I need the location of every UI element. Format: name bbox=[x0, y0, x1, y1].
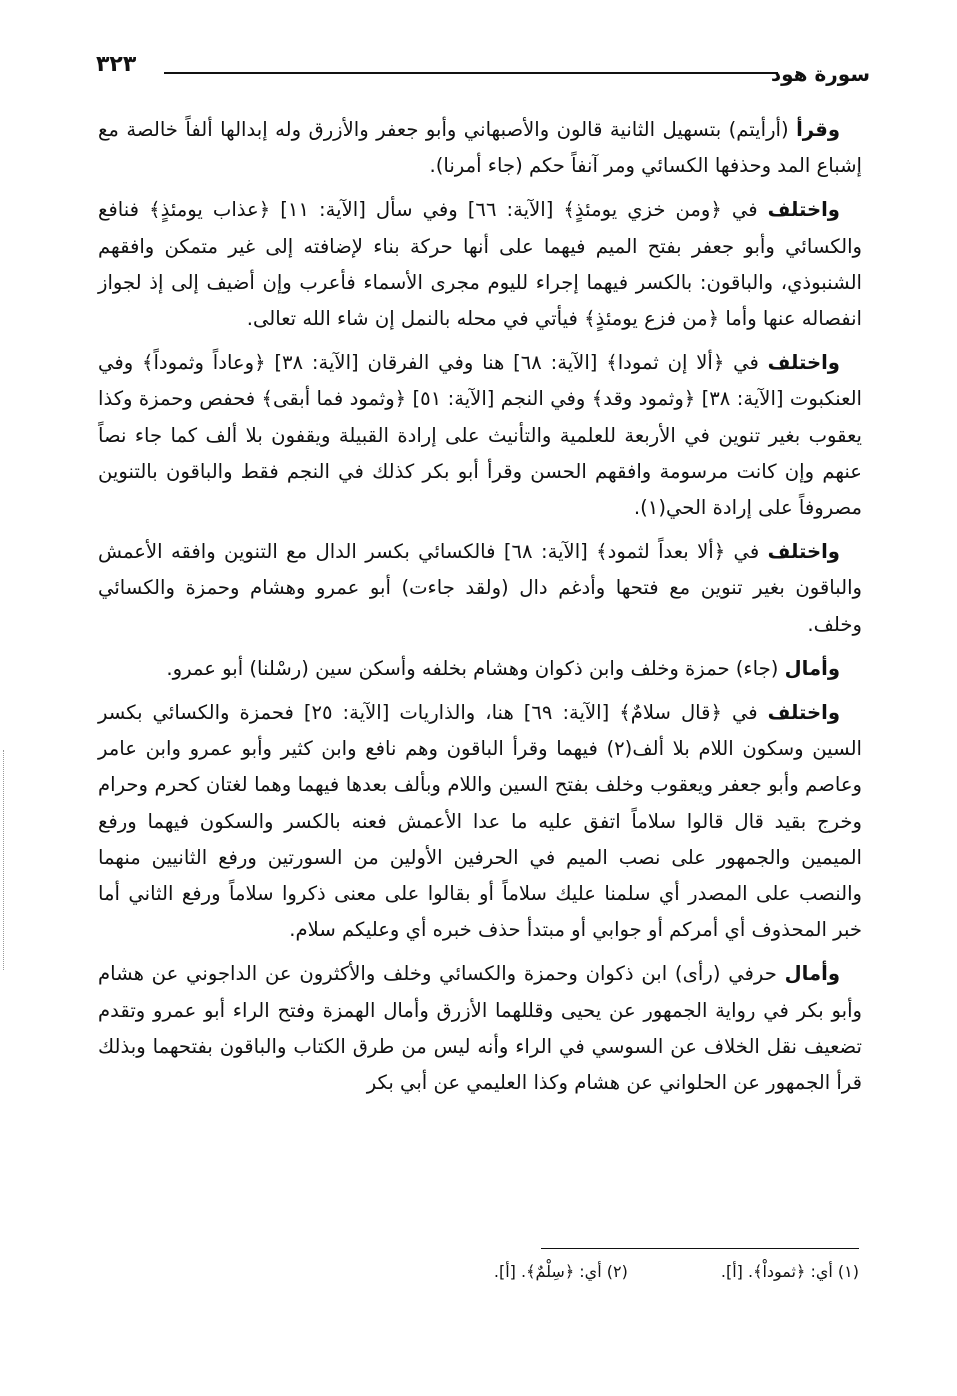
paragraph bbox=[98, 651, 862, 687]
paragraph bbox=[98, 192, 862, 337]
footnote-2: (٢) أي: ﴿سِلْمٌ﴾. [أ]. bbox=[493, 1262, 628, 1281]
paragraph-text: في ﴿قال سلامٌ﴾ [الآية: ٦٩] هنا، والذاريات [الآية: ٢٥] فحمزة والكسائي بكسر السين وسكون اللام بلا ألف(٢) فيهما وقرأ الباقون وهم نافع وابن كثير وأبو عمرو وابن عامر وعاصم وأبو جعفر ويعقوب وخلف بفتح السين واللام وبألف بعدها فيهما وهما لغتان كحرم وحرام وخرج بقيد قال قالوا سلاماً اتفق عليه ما عدا الأعمش فعنه بالكسر والسكون فيهما ورفع الميمين والجمهور على نصب الميم في الحرفين الأولين من السورتين ورفع الثانيين منهما والنصب على المصدر أي سلمنا عليك سلاماً أو بقالوا على معنى ذكروا سلاماً ورفع الثاني أما خبر المحذوف أي أمركم أو جوابي أو مبتدأ حذف خبره أي وعليكم سلام. bbox=[98, 701, 862, 942]
paragraph bbox=[98, 112, 862, 184]
page-number: ٣٢٣ bbox=[96, 52, 137, 77]
paragraph-lead: واختلف bbox=[767, 540, 840, 564]
paragraph-text: في ﴿ألا إن ثمودا﴾ [الآية: ٦٨] هنا وفي الفرقان [الآية: ٣٨] ﴿وعاداً وثموداً﴾ وفي العنكبوت [الآية: ٣٨] ﴿وثمود وقد﴾ وفي النجم [الآية: ٥١] ﴿وثمود فما أبقى﴾ فحفص وحمزة وكذا يعقوب بغير تنوين في الأربعة للعلمية والتأنيث على إرادة القبيلة ويقفون بلا ألف كما جاء نصاً عنهم وإن كانت مرسومة وافقهم الحسن وقرأ أبو بكر كذلك في النجم فقط والباقون بالتنوين مصروفاً على إرادة الحي(١). bbox=[98, 351, 862, 520]
paragraph-text: (جاء) حمزة وخلف وابن ذكوان وهشام بخلفه وأسكن سين (رسْلنا) أبو عمرو. bbox=[166, 656, 785, 680]
paragraph-lead: وأمال bbox=[784, 656, 840, 680]
paragraph-lead: واختلف bbox=[767, 701, 841, 725]
paragraph bbox=[98, 956, 862, 1101]
paragraph bbox=[98, 534, 862, 643]
paragraph-lead: واختلف bbox=[767, 198, 840, 222]
paragraph-text: حرفي (رأى) ابن ذكوان وحمزة والكسائي وخلف والأكثرون عن الداجوني عن هشام وأبو بكر في رواية الجمهور عن يحيى وقللهما الأزرق وأمال الهمزة وفتح الراء أبو عمرو وتقدم تضعيف نقل الخلاف عن السوسي في الراء وأنه ليس من طرق الكتاب والباقون بفتحهما وبذلك قرأ الجمهور عن الحلواني عن هشام وكذا العليمي عن أبي بكر bbox=[98, 962, 862, 1095]
paragraph-lead: وأمال bbox=[784, 962, 840, 986]
paragraph-text: في ﴿ومن خزي يومئذٍ﴾ [الآية: ٦٦] وفي سأل [الآية: ١١] ﴿عذاب يومئذٍ﴾ فنافع والكسائي وأبو جعفر بفتح الميم فيهما على أنها حركة بناء لإضافته إلى غير متمكن وافقهم الشنبوذي، والباقون: بالكسر فيهما إجراء لليوم مجرى الأسماء فأعرب وإن أضيف إلى إذ لجواز انفصاله عنها وأما ﴿من فزع يومئذٍ﴾ فيأتي في محله بالنمل إن شاء الله تعالى. bbox=[98, 198, 862, 331]
paragraph-text: في ﴿ألا بعداً لثمود﴾ [الآية: ٦٨] فالكسائي بكسر الدال مع التنوين وافقه الأعمش والباقون بغير تنوين مع فتحها وأدغم دال (ولقد جاءت) أبو عمرو وهشام وحمزة والكسائي وخلف. bbox=[98, 540, 862, 636]
paragraph-lead: واختلف bbox=[767, 351, 840, 375]
scan-edge-marks bbox=[3, 750, 6, 970]
page-header bbox=[92, 48, 870, 94]
paragraph bbox=[98, 345, 862, 526]
paragraph bbox=[98, 695, 862, 948]
paragraph-lead: وقرأ bbox=[796, 118, 840, 141]
footnotes bbox=[299, 1262, 859, 1281]
surah-title: سورة هود bbox=[770, 62, 870, 86]
main-text bbox=[98, 112, 862, 1107]
paragraph-text: (أرأيتم) بتسهيل الثانية قالون والأصبهاني وأبو جعفر والأزرق وله إبدالها ألفاً خالصة مع إشباع المد وحذفها الكسائي ومر آنفاً حكم (جاء أمرنا). bbox=[98, 118, 862, 178]
footnote-rule bbox=[541, 1248, 859, 1249]
header-rule bbox=[164, 72, 778, 74]
footnote-1: (١) أي: ﴿ثموداْ﴾. [أ]. bbox=[720, 1262, 859, 1281]
